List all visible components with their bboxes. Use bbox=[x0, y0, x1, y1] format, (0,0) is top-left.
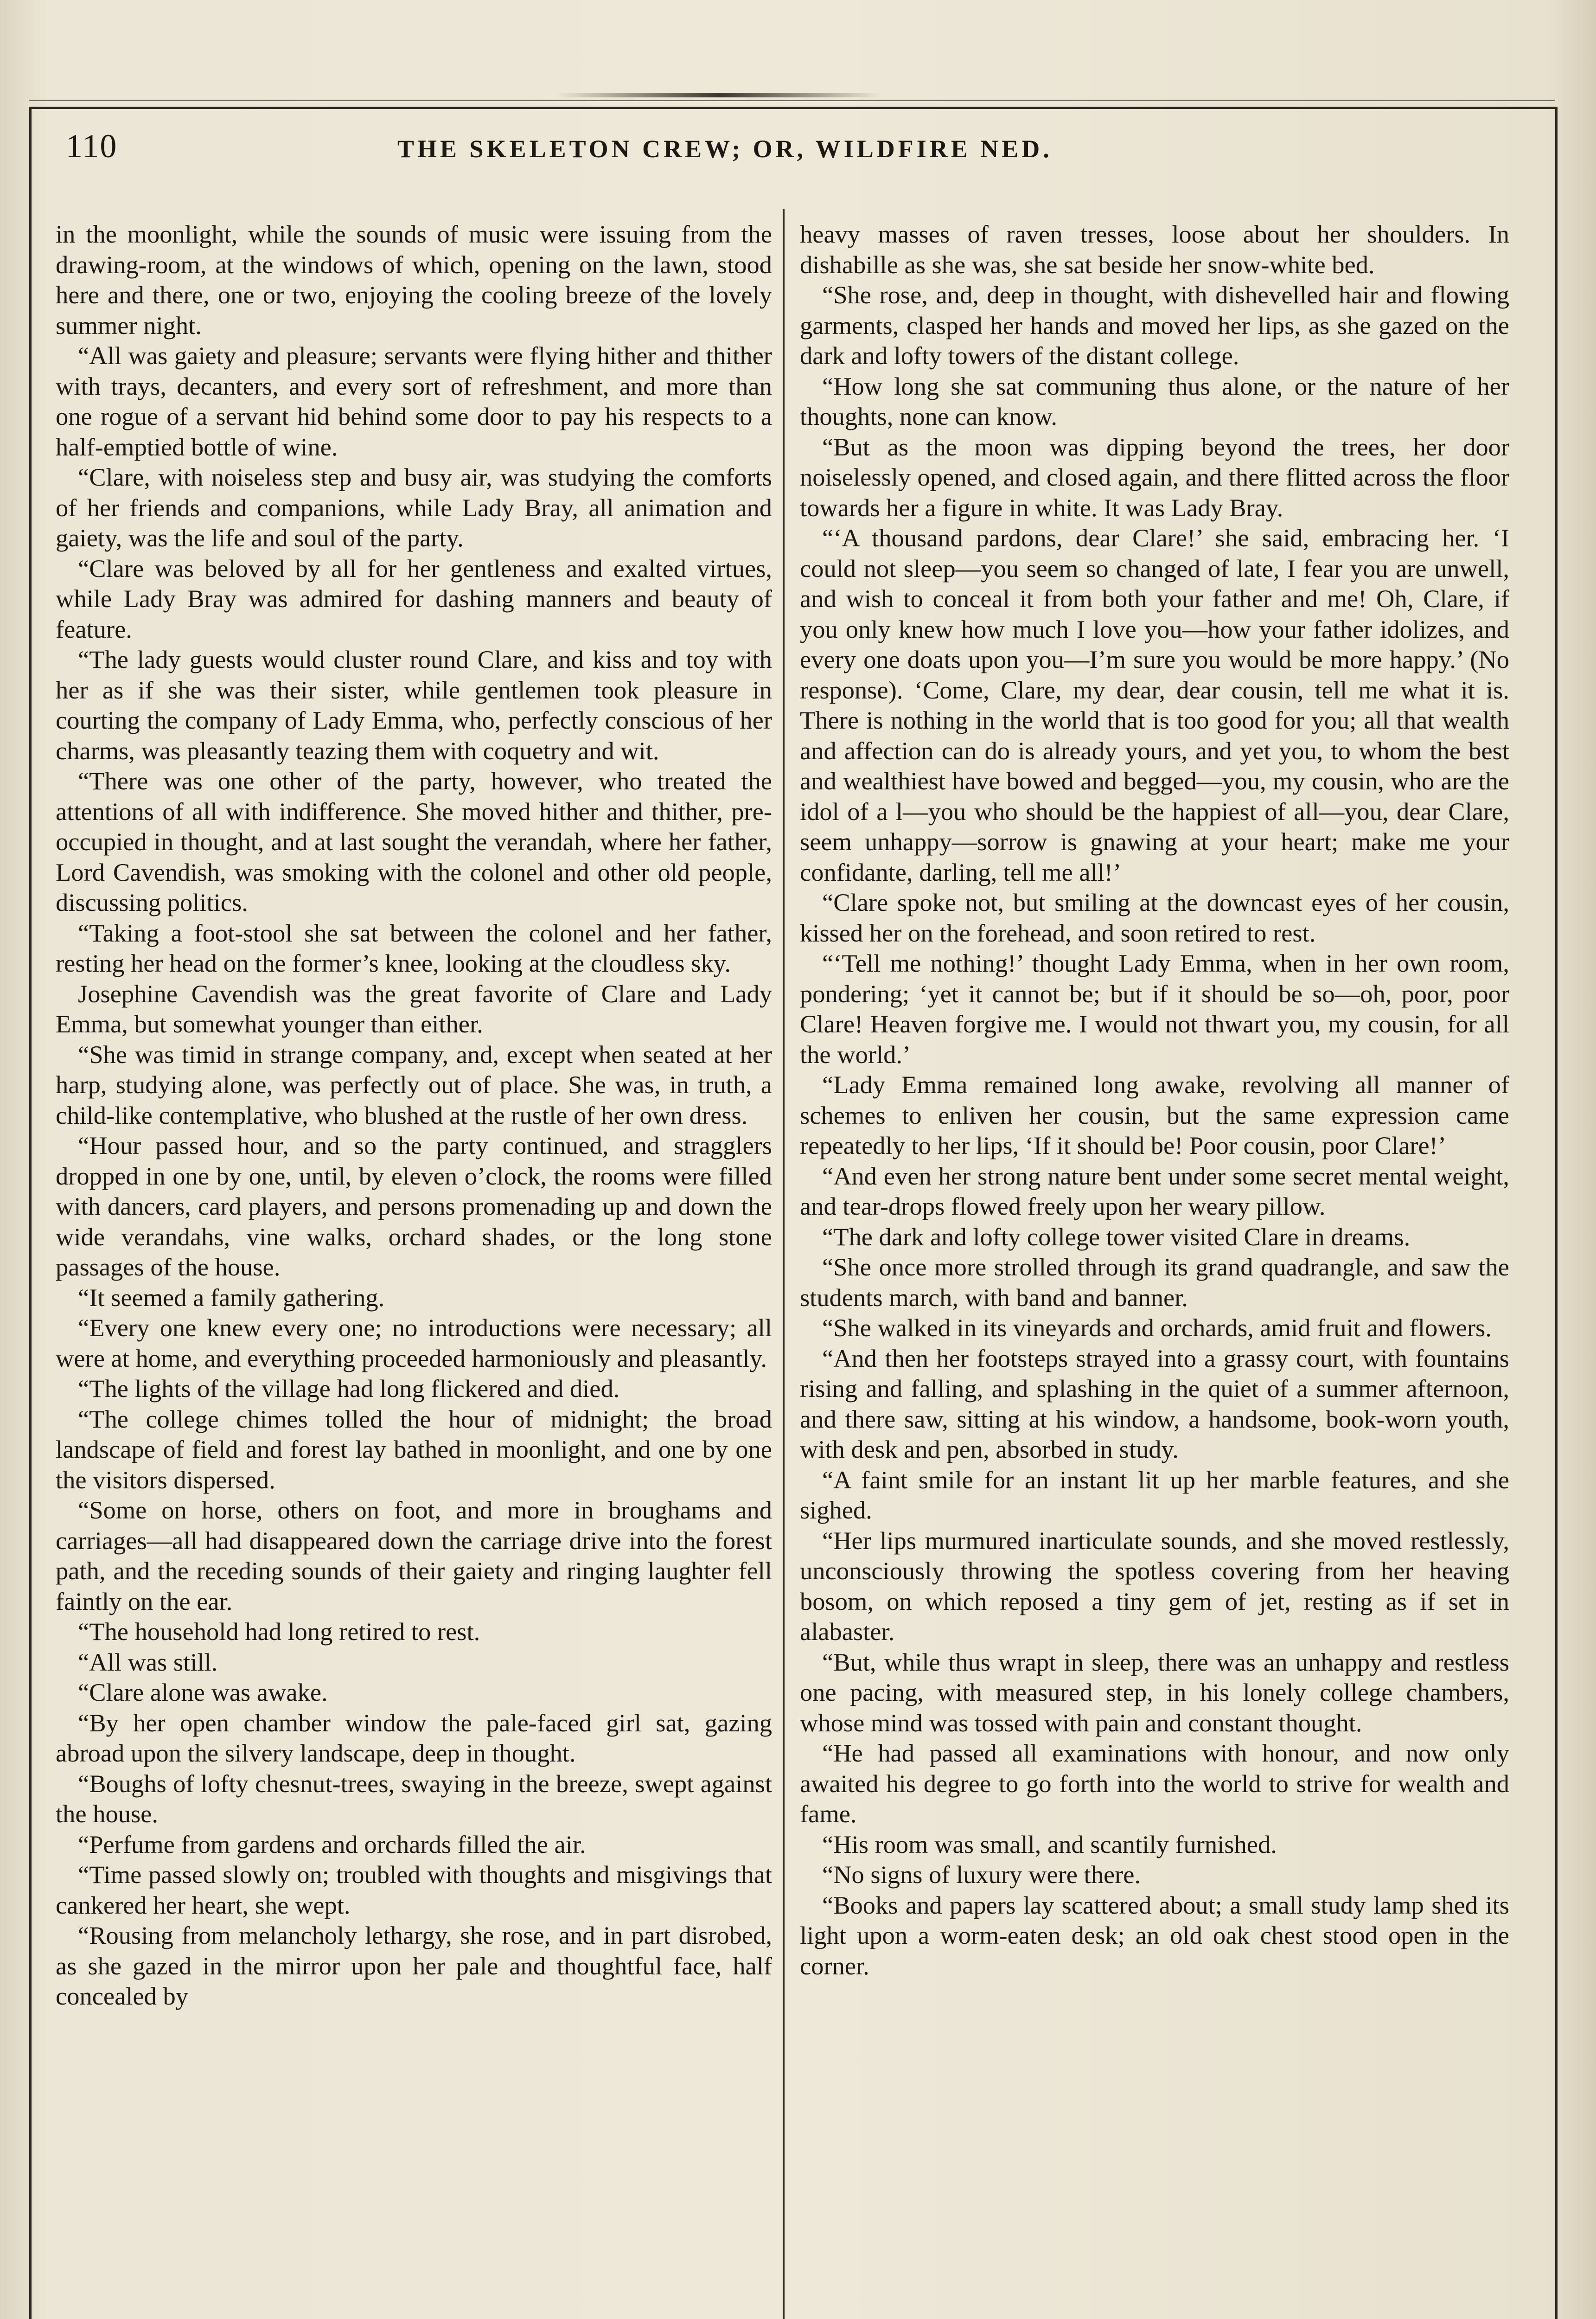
paragraph: “But as the moon was dipping beyond the trees, her door noiselessly opened, and closed again, and there flitted across the floor towards her a figure in white. It was Lady Bray. bbox=[800, 432, 1509, 522]
paragraph: “Taking a foot-stool she sat between the colonel and her father, resting her head on the former’s knee, looking at the cloudless sky. bbox=[56, 918, 772, 977]
paragraph: “His room was small, and scantily furnished. bbox=[822, 1830, 1277, 1858]
page-number: 110 bbox=[66, 128, 118, 165]
paragraph: “It seemed a family gathering. bbox=[78, 1283, 385, 1312]
paragraph: “Clare spoke not, but smiling at the downcast eyes of her cousin, kissed her on the forehead, and soon retired to rest. bbox=[800, 888, 1509, 947]
paragraph: “The lights of the village had long flickered and died. bbox=[78, 1374, 620, 1403]
right-column bbox=[800, 219, 1509, 2319]
paragraph: “She walked in its vineyards and orchards, amid fruit and flowers. bbox=[822, 1313, 1492, 1342]
paragraph: “But, while thus wrapt in sleep, there was an unhappy and restless one pacing, with measured step, in his lonely college chambers, whose mind was tossed with pain and constant thought. bbox=[800, 1647, 1509, 1737]
paragraph: “She once more strolled through its grand quadrangle, and saw the students march, with band and banner. bbox=[800, 1253, 1509, 1312]
paragraph: “Clare alone was awake. bbox=[78, 1678, 328, 1706]
paragraph: “‘A thousand pardons, dear Clare!’ she said, embracing her. ‘I could not sleep—you seem so changed of late, I fear you are unwell, and wish to conceal it from both your father and me! Oh, Clare, if you only knew how much I love you—how your father idolizes, and every one doats upon you—I’m sure you would be more happy.’ (No response). ‘Come, Clare, my dear, dear cousin, tell me what it is. There is nothing in the world that is too good for you; all that wealth and affection can do is already yours, and yet you, to whom the best and wealthiest have bowed and begged—you, my cousin, who are the idol of a l—you who should be the happiest of all—you, dear Clare, seem unhappy—sorrow is gnawing at your heart; make me your confidante, darling, tell me all!’ bbox=[800, 524, 1509, 886]
running-title: THE SKELETON CREW; OR, WILDFIRE NED. bbox=[397, 135, 1053, 163]
paragraph: “She rose, and, deep in thought, with dishevelled hair and flowing garments, clasped her hands and moved her lips, as she gazed on the dark and lofty towers of the distant college. bbox=[800, 281, 1509, 370]
paragraph: “Boughs of lofty chesnut-trees, swaying in the breeze, swept against the house. bbox=[56, 1769, 772, 1828]
paragraph: “Clare, with noiseless step and busy air, was studying the comforts of her friends and companions, while Lady Bray, all animation and gaiety, was the life and soul of the party. bbox=[56, 463, 772, 552]
paragraph: “A faint smile for an instant lit up her marble features, and she sighed. bbox=[800, 1465, 1509, 1524]
paragraph: “And then her footsteps strayed into a grassy court, with fountains rising and falling, and splashing in the quiet of a summer afternoon, and there saw, sitting at his window, a handsome, book-worn youth, with desk and pen, absorbed in study. bbox=[800, 1344, 1509, 1463]
paragraph: “Her lips murmured inarticulate sounds, and she moved restlessly, unconsciously throwing the spotless covering from her heaving bosom, on which reposed a tiny gem of jet, resting as if set in alabaster. bbox=[800, 1526, 1509, 1646]
column-divider bbox=[783, 209, 785, 2319]
paragraph: “By her open chamber window the pale-faced girl sat, gazing abroad upon the silvery landscape, deep in thought. bbox=[56, 1708, 772, 1767]
top-rule-smudge bbox=[556, 93, 881, 97]
paragraph: Josephine Cavendish was the great favorite of Clare and Lady Emma, but somewhat younger than either. bbox=[56, 979, 772, 1038]
paragraph: “The lady guests would cluster round Clare, and kiss and toy with her as if she was their sister, while gentlemen took pleasure in courting the company of Lady Emma, who, perfectly conscious of her charms, was pleasantly teazing them with coquetry and wit. bbox=[56, 645, 772, 765]
paragraph: “The dark and lofty college tower visited Clare in dreams. bbox=[822, 1222, 1411, 1251]
paragraph: “All was gaiety and pleasure; servants were flying hither and thither with trays, decanters, and every sort of refreshment, and more than one rogue of a servant hid behind some door to pay his respects to a half-emptied bottle of wine. bbox=[56, 341, 772, 461]
paragraph: “Perfume from gardens and orchards filled the air. bbox=[78, 1830, 586, 1858]
paragraph: “Books and papers lay scattered about; a small study lamp shed its light upon a worm-eaten desk; an old oak chest stood open in the corner. bbox=[800, 1890, 1509, 1980]
paragraph: in the moonlight, while the sounds of music were issuing from the drawing-room, at the windows of which, opening on the lawn, stood here and there, one or two, enjoying the cooling breeze of the lovely summer night. bbox=[56, 220, 772, 340]
paragraph: “No signs of luxury were there. bbox=[822, 1860, 1141, 1889]
paragraph: “Clare was beloved by all for her gentleness and exalted virtues, while Lady Bray was admired for dashing manners and beauty of feature. bbox=[56, 554, 772, 643]
paragraph: “The household had long retired to rest. bbox=[78, 1617, 480, 1646]
paragraph: “And even her strong nature bent under some secret mental weight, and tear-drops flowed freely upon her weary pillow. bbox=[800, 1161, 1509, 1220]
paragraph: “How long she sat communing thus alone, or the nature of her thoughts, none can know. bbox=[800, 372, 1509, 430]
paragraph: “There was one other of the party, however, who treated the attentions of all with indifference. She moved hither and thither, pre-occupied in thought, and at last sought the verandah, where her father, Lord Cavendish, was smoking with the colonel and other old people, discussing politics. bbox=[56, 767, 772, 916]
paragraph: “The college chimes tolled the hour of midnight; the broad landscape of field and forest lay bathed in moonlight, and one by one the visitors dispersed. bbox=[56, 1404, 772, 1494]
paragraph: “Every one knew every one; no introductions were necessary; all were at home, and everything proceeded harmoniously and pleasantly. bbox=[56, 1313, 772, 1372]
paragraph: “Lady Emma remained long awake, revolving all manner of schemes to enliven her cousin, but the same expression came repeatedly to her lips, ‘If it should be! Poor cousin, poor Clare!’ bbox=[800, 1070, 1509, 1160]
paragraph: “Hour passed hour, and so the party continued, and stragglers dropped in one by one, until, by eleven o’clock, the rooms were filled with dancers, card players, and persons promenading up and down the wide verandahs, vine walks, orchard shades, or the long stone passages of the house. bbox=[56, 1131, 772, 1281]
paragraph: “‘Tell me nothing!’ thought Lady Emma, when in her own room, pondering; ‘yet it cannot be; but if it should be so—oh, poor, poor Clare! Heaven forgive me. I would not thwart you, my cousin, for all the world.’ bbox=[800, 949, 1509, 1069]
paragraph: “She was timid in strange company, and, except when seated at her harp, studying alone, was perfectly out of place. She was, in truth, a child-like contemplative, who blushed at the rustle of her own dress. bbox=[56, 1040, 772, 1129]
paragraph: “Time passed slowly on; troubled with thoughts and misgivings that cankered her heart, she wept. bbox=[56, 1860, 772, 1919]
paragraph: “Some on horse, others on foot, and more in broughams and carriages—all had disappeared down the carriage drive into the forest path, and the receding sounds of their gaiety and ringing laughter fell faintly on the ear. bbox=[56, 1496, 772, 1615]
paragraph: heavy masses of raven tresses, loose about her shoulders. In dishabille as she was, she sat beside her snow-white bed. bbox=[800, 220, 1509, 279]
paragraph: “He had passed all examinations with honour, and now only awaited his degree to go forth into the world to strive for wealth and fame. bbox=[800, 1739, 1509, 1828]
top-rule bbox=[29, 100, 1555, 101]
left-column bbox=[56, 219, 772, 2319]
page-header bbox=[29, 121, 1555, 186]
paragraph: “Rousing from melancholy lethargy, she rose, and in part disrobed, as she gazed in the mirror upon her pale and thoughtful face, half concealed by bbox=[56, 1921, 772, 2010]
paragraph: “All was still. bbox=[78, 1647, 218, 1676]
